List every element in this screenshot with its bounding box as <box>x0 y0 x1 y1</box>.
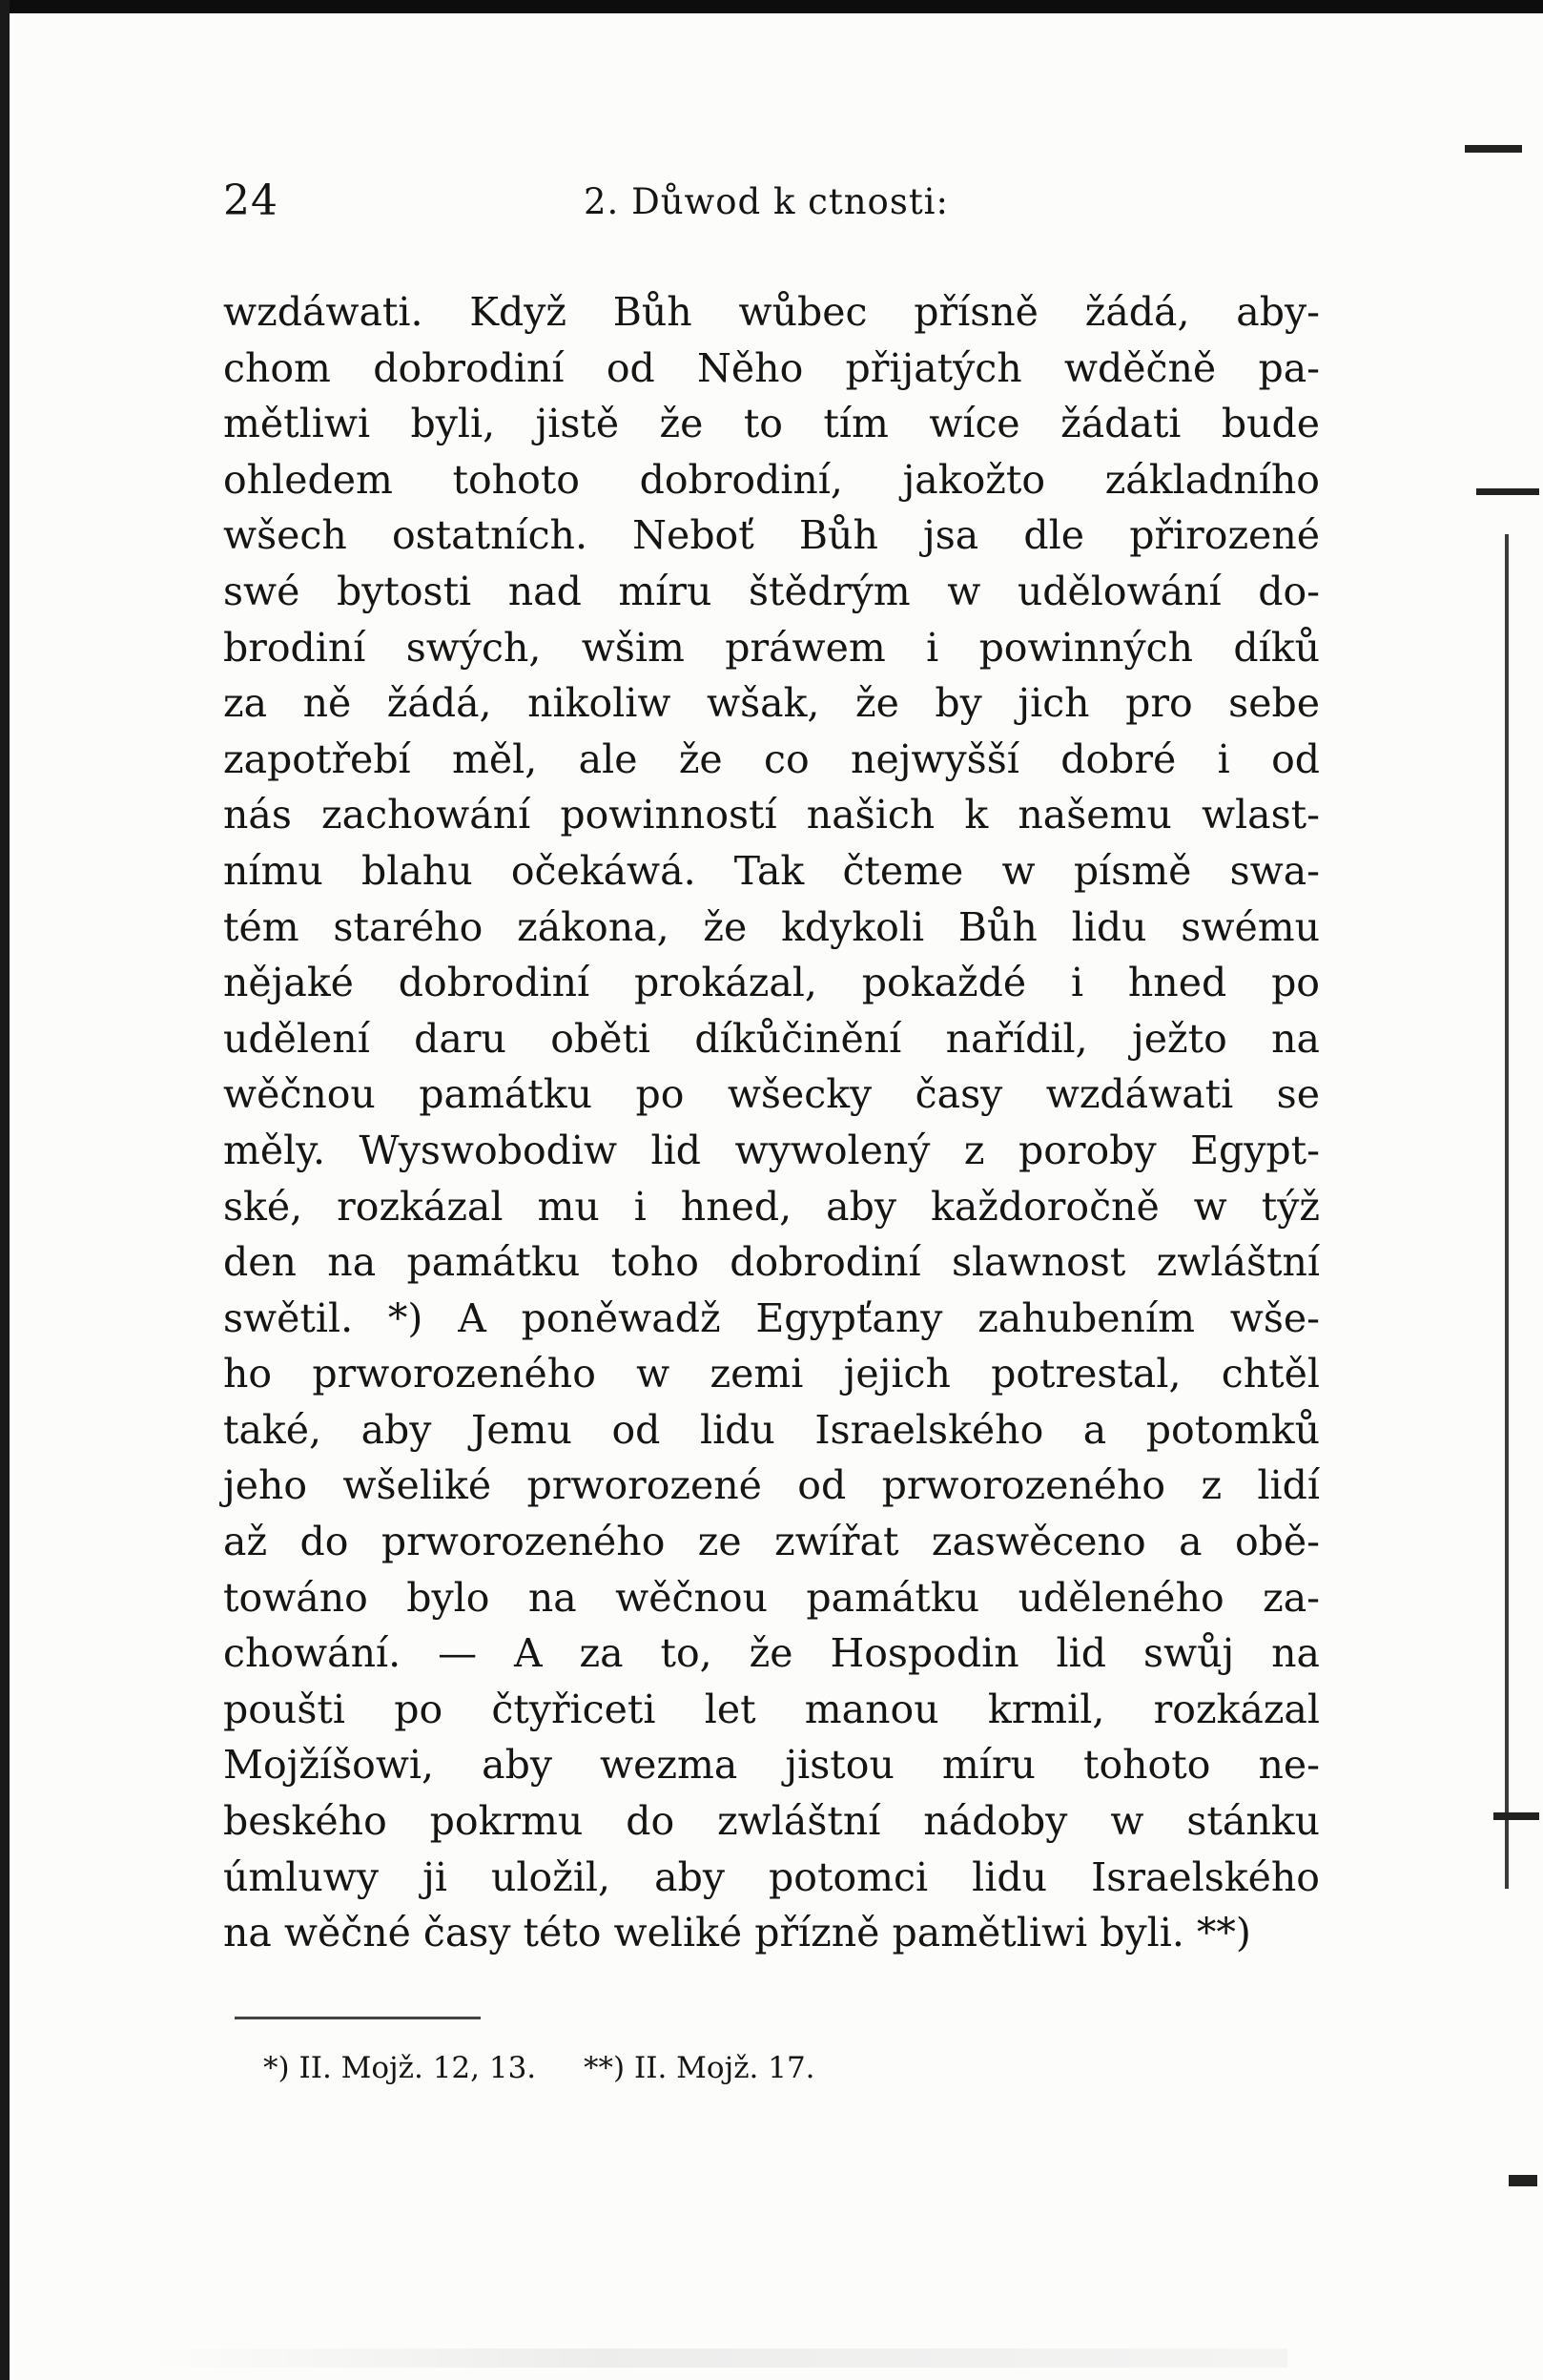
text-line: swětil. *) A poněwadž Egypťany zahubením wše- <box>223 1294 1320 1341</box>
text-line: měly. Wyswobodiw lid wywolený z poroby Egypt- <box>223 1127 1320 1173</box>
text-line: brodiní swých, wšim práwem i powinných díků <box>223 624 1320 671</box>
text-line: swé bytosti nad míru štědrým w udělowání do- <box>223 568 1320 614</box>
text-line: poušti po čtyřiceti let manou krmil, rozkázal <box>223 1686 1320 1732</box>
footnote: *) II. Mojž. 12, 13. <box>263 2051 537 2085</box>
text-line: wšech ostatních. Neboť Bůh jsa dle přirozené <box>223 512 1320 559</box>
scan-border-top <box>0 0 1543 13</box>
running-head: 2. Důwod k ctnosti: <box>584 181 949 222</box>
text-line: zapotřebí měl, ale že co nejwyšší dobré i od <box>223 735 1320 782</box>
bleed-through-line <box>1505 534 1509 1889</box>
text-line: nás zachowání powinností našich k našemu wlast- <box>223 792 1320 838</box>
footnotes <box>263 2051 854 2085</box>
text-line: chowání. — A za to, že Hospodin lid swůj na <box>223 1630 1320 1677</box>
text-line: nějaké dobrodiní prokázal, pokaždé i hned po <box>223 960 1320 1006</box>
text-line: chom dobrodiní od Něho přijatých wděčně pa- <box>223 344 1320 391</box>
text-line: ské, rozkázal mu i hned, aby každoročně w týž <box>223 1183 1320 1230</box>
text-line: towáno bylo na wěčnou památku uděleného za- <box>223 1574 1320 1621</box>
text-line: ho prworozeného w zemi jejich potrestal, chtěl <box>223 1351 1320 1397</box>
scan-smudge <box>143 2349 1287 2368</box>
bleed-through-mark <box>1476 488 1539 495</box>
footnote: **) II. Mojž. 17. <box>584 2051 815 2085</box>
text-line: Mojžíšowi, aby wezma jistou míru tohoto ne- <box>223 1742 1320 1789</box>
text-line: na wěčné časy této weliké přízně pamětliwi byli. **) <box>223 1910 1251 1956</box>
text-line: až do prworozeného ze zwířat zaswěceno a obě- <box>223 1519 1320 1565</box>
text-line: den na památku toho dobrodiní slawnost zwláštní <box>223 1239 1320 1286</box>
text-line: za ně žádá, nikoliw wšak, že by jich pro sebe <box>223 680 1320 727</box>
text-line: nímu blahu očekáwá. Tak čteme w písmě swa- <box>223 847 1320 894</box>
text-line: wzdáwati. Když Bůh wůbec přísně žádá, aby- <box>223 289 1320 335</box>
page-number: 24 <box>223 176 278 225</box>
text-line: úmluwy ji uložil, aby potomci lidu Israelského <box>223 1853 1320 1900</box>
text-line: jeho wšeliké prworozené od prworozeného z lidí <box>223 1462 1320 1509</box>
text-line: udělení daru oběti díkůčinění nařídil, ježto na <box>223 1015 1320 1062</box>
body-text <box>223 284 1320 1961</box>
text-line: mětliwi byli, jistě že to tím wíce žádati bude <box>223 401 1320 447</box>
bleed-through-mark <box>1509 2175 1537 2186</box>
text-line: tém starého zákona, že kdykoli Bůh lidu swému <box>223 903 1320 950</box>
scan-border-left <box>0 0 10 2380</box>
text-line: wěčnou památku po wšecky časy wzdáwati se <box>223 1071 1320 1118</box>
bleed-through-mark <box>1493 1812 1539 1820</box>
footnote-rule <box>235 2017 481 2019</box>
text-line: ohledem tohoto dobrodiní, jakožto základního <box>223 456 1320 503</box>
text-line: také, aby Jemu od lidu Israelského a potomků <box>223 1406 1320 1453</box>
bleed-through-mark <box>1465 145 1522 153</box>
text-line: beského pokrmu do zwláštní nádoby w stánku <box>223 1798 1320 1845</box>
